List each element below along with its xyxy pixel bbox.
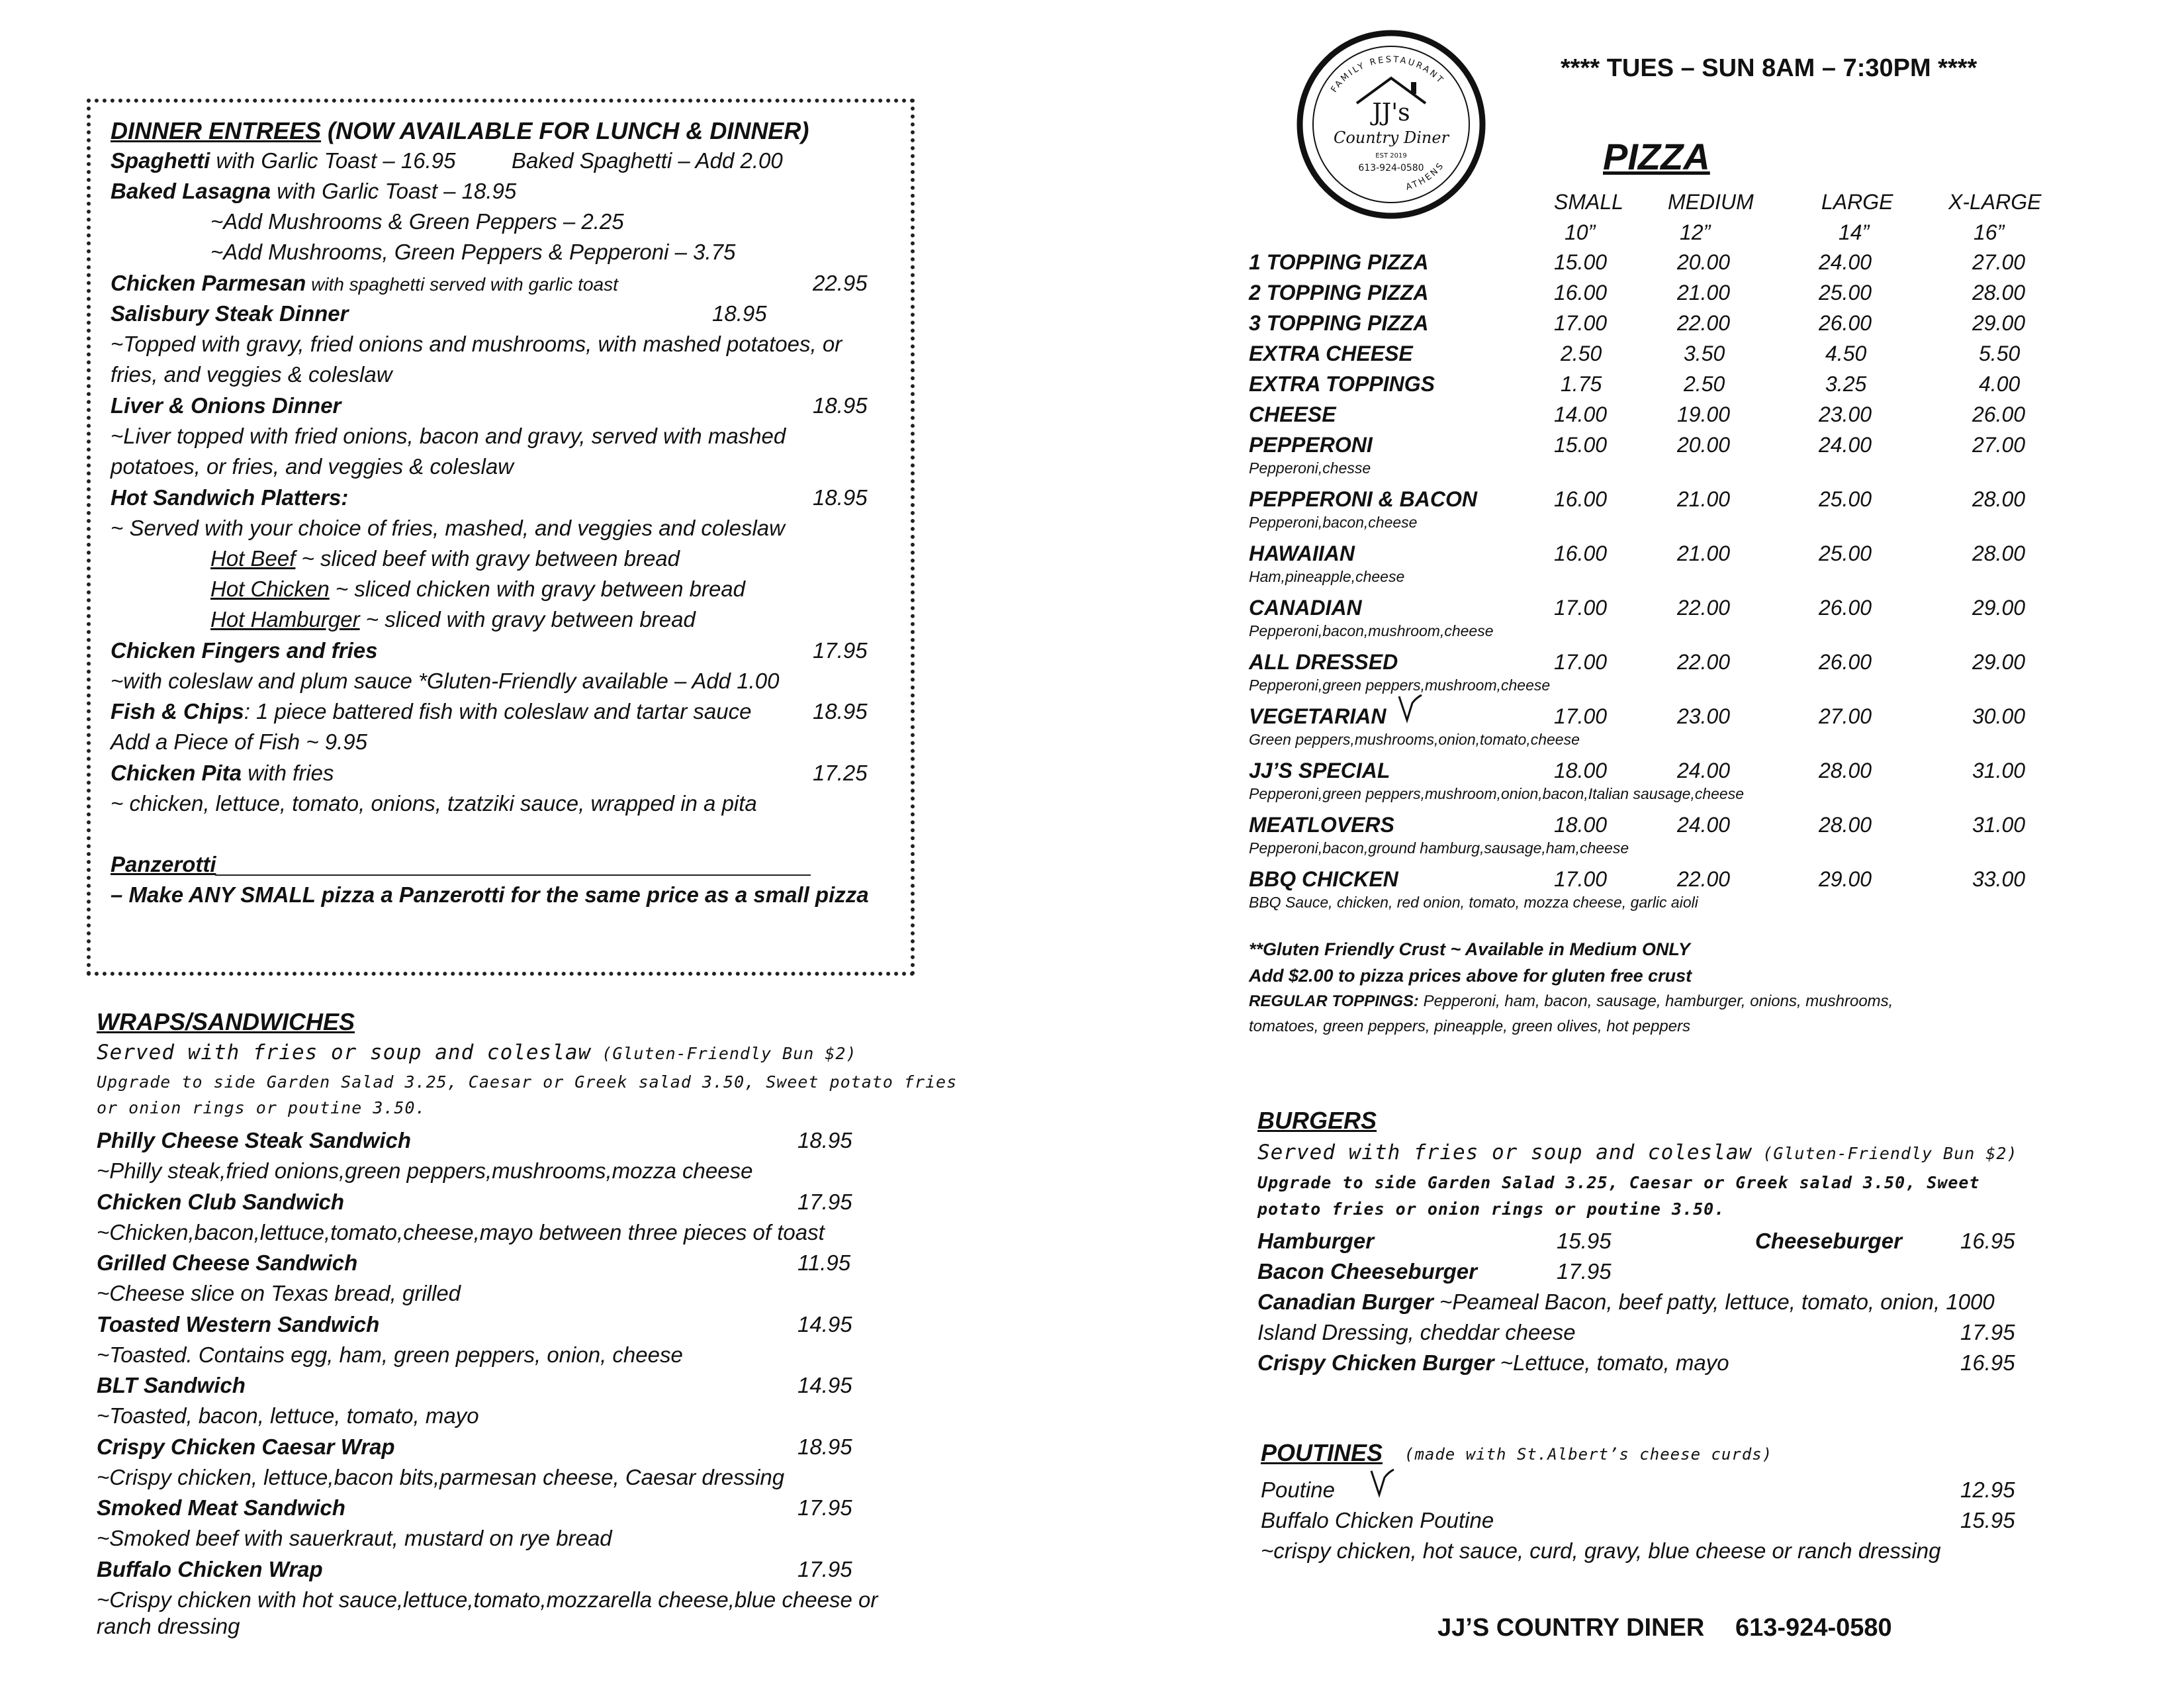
menu-item-bacon-cheeseburger: Bacon Cheeseburger <box>1257 1259 1477 1284</box>
pizza-price: 24.00 <box>1677 759 1731 782</box>
wraps-title: WRAPS/SANDWICHES <box>97 1008 355 1035</box>
menu-item-buffalo-poutine: Buffalo Chicken Poutine <box>1261 1508 1494 1532</box>
pizza-price: 26.00 <box>1819 596 1872 620</box>
gluten-note-2: Add $2.00 to pizza prices above for gluten free crust <box>1249 966 1692 986</box>
description: ~crispy chicken, hot sauce, curd, gravy, blue cheese or ranch dressing <box>1261 1538 1941 1563</box>
pizza-toppings: Pepperoni,bacon,mushroom,cheese <box>1249 622 1494 639</box>
wrap-item-name: Philly Cheese Steak Sandwich <box>97 1128 412 1152</box>
size-header-medium: MEDIUM <box>1668 190 1754 214</box>
pizza-price: 29.00 <box>1972 596 2026 620</box>
pizza-price: 4.50 <box>1825 342 1867 365</box>
description: ~ chicken, lettuce, tomato, onions, tzatziki sauce, wrapped in a pita <box>111 791 757 816</box>
pizza-price: 16.00 <box>1554 281 1608 305</box>
panzerotti-desc: – Make ANY SMALL pizza a Panzerotti for the same price as a small pizza <box>111 882 869 907</box>
vegetarian-leaf-icon <box>1369 1468 1395 1499</box>
burgers-title: BURGERS <box>1257 1107 1377 1134</box>
pizza-name: EXTRA TOPPINGS <box>1249 372 1435 396</box>
description: ~Chicken,bacon,lettuce,tomato,cheese,mayo between three pieces of toast <box>97 1219 825 1244</box>
size-header-xlarge: X-LARGE <box>1948 190 2042 214</box>
menu-item-crispy-chicken-burger: Crispy Chicken Burger ~Lettuce, tomato, mayo <box>1257 1350 1729 1375</box>
logo-phone: 613-924-0580 <box>1358 163 1424 173</box>
price: 18.95 <box>813 393 868 418</box>
wrap-item-name: Crispy Chicken Caesar Wrap <box>97 1434 395 1459</box>
menu-item-poutine: Poutine <box>1261 1477 1335 1502</box>
footer-name: JJ’S COUNTRY DINER <box>1437 1614 1705 1642</box>
price: 12.95 <box>1960 1477 2015 1502</box>
chimney-icon <box>1411 82 1416 94</box>
dinner-heading <box>111 116 809 146</box>
wrap-item-name: Chicken Club Sandwich <box>97 1189 345 1214</box>
wrap-item-name: Smoked Meat Sandwich <box>97 1495 345 1520</box>
pizza-price: 25.00 <box>1819 281 1872 305</box>
regular-toppings-2: tomatoes, green peppers, pineapple, green olives, hot peppers <box>1249 1017 1691 1035</box>
pizza-price: 15.00 <box>1554 250 1608 274</box>
pizza-price: 17.00 <box>1554 596 1608 620</box>
menu-item-salisbury: Salisbury Steak Dinner <box>111 301 349 326</box>
pizza-price: 5.50 <box>1979 342 2021 365</box>
pizza-price: 23.00 <box>1677 704 1731 728</box>
description: Island Dressing, cheddar cheese <box>1257 1320 1576 1344</box>
pizza-price: 17.00 <box>1554 650 1608 674</box>
burgers-upgrade-2: potato fries or onion rings or poutine 3.50. <box>1257 1199 1725 1219</box>
pizza-price: 18.00 <box>1554 759 1608 782</box>
price: 16.95 <box>1960 1229 2015 1253</box>
pizza-price: 25.00 <box>1819 541 1872 565</box>
pizza-price: 31.00 <box>1972 813 2026 837</box>
hours-banner: **** TUES – SUN 8AM – 7:30PM **** <box>1561 54 1978 82</box>
pizza-toppings: Pepperoni,green peppers,mushroom,onion,bacon,Italian sausage,cheese <box>1249 785 1745 802</box>
pizza-price: 21.00 <box>1677 487 1731 511</box>
price: 17.95 <box>797 1189 852 1214</box>
pizza-price: 24.00 <box>1819 250 1872 274</box>
pizza-name: BBQ CHICKEN <box>1249 867 1398 891</box>
menu-item-hot-sandwich: Hot Sandwich Platters: <box>111 485 349 510</box>
pizza-price: 29.00 <box>1972 650 2026 674</box>
restaurant-logo <box>1296 29 1486 220</box>
pizza-toppings: Pepperoni,bacon,cheese <box>1249 514 1418 531</box>
pizza-toppings: BBQ Sauce, chicken, red onion, tomato, mozza cheese, garlic aioli <box>1249 894 1698 911</box>
price: 18.95 <box>797 1434 852 1459</box>
pizza-title: PIZZA <box>1603 136 1710 177</box>
size-header-large: LARGE <box>1821 190 1893 214</box>
price: 11.95 <box>797 1250 851 1275</box>
description: potatoes, or fries, and veggies & coleslaw <box>111 454 514 479</box>
price: 17.95 <box>1557 1259 1612 1284</box>
description: ~Smoked beef with sauerkraut, mustard on rye bread <box>97 1526 612 1550</box>
menu-item-canadian-burger: Canadian Burger ~Peameal Bacon, beef patty, lettuce, tomato, onion, 1000 <box>1257 1289 1995 1314</box>
pizza-toppings: Ham,pineapple,cheese <box>1249 568 1405 585</box>
pizza-price: 20.00 <box>1677 250 1731 274</box>
pizza-price: 22.00 <box>1677 650 1731 674</box>
pizza-price: 27.00 <box>1819 704 1872 728</box>
size-inch-medium: 12” <box>1680 220 1711 244</box>
price: 15.95 <box>1557 1229 1612 1253</box>
description: ~Toasted, bacon, lettuce, tomato, mayo <box>97 1403 479 1428</box>
price: 17.95 <box>813 638 868 663</box>
pizza-price: 21.00 <box>1677 281 1731 305</box>
description: ~ Served with your choice of fries, mashed, and veggies and coleslaw <box>111 516 785 540</box>
pizza-price: 17.00 <box>1554 867 1608 891</box>
pizza-price: 28.00 <box>1972 487 2026 511</box>
pizza-price: 29.00 <box>1819 867 1872 891</box>
pizza-price: 16.00 <box>1554 487 1608 511</box>
description: ~Crispy chicken with hot sauce,lettuce,tomato,mozzarella cheese,blue cheese or <box>97 1587 878 1612</box>
pizza-price: 33.00 <box>1972 867 2026 891</box>
price: 22.95 <box>813 271 868 295</box>
price: 18.95 <box>813 485 868 510</box>
description: ~with coleslaw and plum sauce *Gluten-Friendly available – Add 1.00 <box>111 669 780 693</box>
poutines-note: (made with St.Albert’s cheese curds) <box>1404 1445 1773 1464</box>
price: 16.95 <box>1960 1350 2015 1375</box>
price: 17.25 <box>813 761 868 785</box>
pizza-price: 3.50 <box>1684 342 1725 365</box>
lasagna-addon-2: ~Add Mushrooms, Green Peppers & Pepperoni – 3.75 <box>210 240 736 264</box>
dinner-title: DINNER ENTREES <box>111 117 322 144</box>
logo-arc-top: FAMILY RESTAURANT <box>1329 54 1446 95</box>
wraps-upgrade-2: or onion rings or poutine 3.50. <box>97 1098 426 1117</box>
pizza-price: 16.00 <box>1554 541 1608 565</box>
pizza-price: 4.00 <box>1979 372 2021 396</box>
price: 18.95 <box>797 1128 852 1152</box>
pizza-name: PEPPERONI <box>1249 433 1373 457</box>
pizza-name: VEGETARIAN <box>1249 704 1387 728</box>
pizza-price: 27.00 <box>1972 250 2026 274</box>
pizza-price: 28.00 <box>1819 759 1872 782</box>
pizza-name: EXTRA CHEESE <box>1249 342 1413 365</box>
pizza-price: 3.25 <box>1825 372 1867 396</box>
pizza-price: 26.00 <box>1972 402 2026 426</box>
price: 18.95 <box>712 301 767 326</box>
wrap-item-name: Grilled Cheese Sandwich <box>97 1250 358 1275</box>
vegetarian-leaf-icon <box>1396 694 1423 724</box>
pizza-price: 20.00 <box>1677 433 1731 457</box>
logo-name: JJ's <box>1372 99 1410 126</box>
gluten-note-1: **Gluten Friendly Crust ~ Available in Medium ONLY <box>1249 939 1690 959</box>
size-inch-xlarge: 16” <box>1974 220 2005 244</box>
menu-item-chicken-fingers: Chicken Fingers and fries <box>111 638 378 663</box>
pizza-price: 14.00 <box>1554 402 1608 426</box>
pizza-price: 15.00 <box>1554 433 1608 457</box>
pizza-toppings: Green peppers,mushrooms,onion,tomato,cheese <box>1249 731 1580 748</box>
dinner-subtitle: (NOW AVAILABLE FOR LUNCH & DINNER) <box>321 117 809 144</box>
menu-item-cheeseburger: Cheeseburger <box>1755 1229 1902 1253</box>
pizza-toppings: Pepperoni,bacon,ground hamburg,sausage,ham,cheese <box>1249 839 1629 857</box>
wrap-item-name: Toasted Western Sandwich <box>97 1311 380 1336</box>
pizza-name: HAWAIIAN <box>1249 541 1355 565</box>
menu-item-fish-chips: Fish & Chips: 1 piece battered fish with coleslaw and tartar sauce <box>111 699 752 724</box>
size-header-small: SMALL <box>1554 190 1623 214</box>
size-inch-large: 14” <box>1839 220 1870 244</box>
description: ~Topped with gravy, fried onions and mushrooms, with mashed potatoes, or <box>111 332 842 356</box>
wraps-upgrade-1: Upgrade to side Garden Salad 3.25, Caesar or Greek salad 3.50, Sweet potato fries <box>97 1072 958 1092</box>
pizza-price: 18.00 <box>1554 813 1608 837</box>
price: 17.95 <box>797 1495 852 1520</box>
pizza-price: 17.00 <box>1554 704 1608 728</box>
menu-item-panzerotti: Panzerotti <box>111 852 216 876</box>
regular-toppings: REGULAR TOPPINGS: Pepperoni, ham, bacon, sausage, hamburger, onions, mushrooms, <box>1249 992 1893 1010</box>
pizza-price: 22.00 <box>1677 867 1731 891</box>
price: 14.95 <box>797 1311 852 1336</box>
pizza-name: PEPPERONI & BACON <box>1249 487 1477 511</box>
pizza-price: 2.50 <box>1684 372 1725 396</box>
baked-spaghetti-addon: Baked Spaghetti – Add 2.00 <box>512 148 783 173</box>
pizza-price: 28.00 <box>1972 541 2026 565</box>
logo-est: EST 2019 <box>1375 152 1407 160</box>
description: ~Crispy chicken, lettuce,bacon bits,parmesan cheese, Caesar dressing <box>97 1464 785 1489</box>
pizza-name: JJ’S SPECIAL <box>1249 759 1390 782</box>
pizza-price: 28.00 <box>1819 813 1872 837</box>
logo-script: Country Diner <box>1333 128 1449 147</box>
pizza-toppings: Pepperoni,green peppers,mushroom,cheese <box>1249 677 1551 694</box>
wrap-item-name: BLT Sandwich <box>97 1373 246 1397</box>
pizza-toppings: Pepperoni,chesse <box>1249 459 1371 477</box>
description: Add a Piece of Fish ~ 9.95 <box>111 729 367 754</box>
hot-beef: Hot Beef ~ sliced beef with gravy between bread <box>210 546 680 571</box>
wrap-item-name: Buffalo Chicken Wrap <box>97 1556 323 1581</box>
pizza-price: 26.00 <box>1819 650 1872 674</box>
pizza-price: 23.00 <box>1819 402 1872 426</box>
burgers-served: Served with fries or soup and coleslaw (Gluten-Friendly Bun $2) <box>1257 1141 2018 1164</box>
pizza-price: 17.00 <box>1554 311 1608 335</box>
pizza-price: 27.00 <box>1972 433 2026 457</box>
price: 17.95 <box>1960 1320 2015 1344</box>
description: ~Liver topped with fried onions, bacon and gravy, served with mashed <box>111 424 786 448</box>
description: fries, and veggies & coleslaw <box>111 362 392 387</box>
pizza-price: 24.00 <box>1819 433 1872 457</box>
pizza-price: 30.00 <box>1972 704 2026 728</box>
pizza-price: 31.00 <box>1972 759 2026 782</box>
logo-arc-bottom: ATHENS <box>1404 160 1447 193</box>
pizza-price: 26.00 <box>1819 311 1872 335</box>
wraps-served: Served with fries or soup and coleslaw (Gluten-Friendly Bun $2) <box>97 1041 857 1064</box>
footer-phone: 613-924-0580 <box>1735 1614 1892 1642</box>
pizza-price: 29.00 <box>1972 311 2026 335</box>
pizza-name: CHEESE <box>1249 402 1336 426</box>
price: 18.95 <box>813 699 868 724</box>
size-inch-small: 10” <box>1565 220 1596 244</box>
pizza-price: 25.00 <box>1819 487 1872 511</box>
pizza-name: 1 TOPPING PIZZA <box>1249 250 1429 274</box>
pizza-price: 28.00 <box>1972 281 2026 305</box>
panzerotti-rule <box>215 874 811 876</box>
pizza-price: 24.00 <box>1677 813 1731 837</box>
description: ~Cheese slice on Texas bread, grilled <box>97 1281 461 1305</box>
pizza-name: CANADIAN <box>1249 596 1362 620</box>
price: 14.95 <box>797 1373 852 1397</box>
pizza-price: 19.00 <box>1677 402 1731 426</box>
menu-item-hamburger: Hamburger <box>1257 1229 1375 1253</box>
pizza-price: 1.75 <box>1561 372 1602 396</box>
price: 15.95 <box>1960 1508 2015 1532</box>
pizza-name: ALL DRESSED <box>1249 650 1398 674</box>
menu-item-chicken-parmesan: Chicken Parmesan with spaghetti served with garlic toast <box>111 271 618 295</box>
burgers-upgrade-1: Upgrade to side Garden Salad 3.25, Caesar or Greek salad 3.50, Sweet <box>1257 1173 1980 1192</box>
menu-item-chicken-pita: Chicken Pita with fries <box>111 761 334 785</box>
pizza-name: 3 TOPPING PIZZA <box>1249 311 1429 335</box>
menu-item-liver: Liver & Onions Dinner <box>111 393 341 418</box>
hot-hamburger: Hot Hamburger ~ sliced with gravy between bread <box>210 607 696 632</box>
pizza-price: 21.00 <box>1677 541 1731 565</box>
pizza-price: 2.50 <box>1561 342 1602 365</box>
logo-seal <box>1296 29 1486 220</box>
description: ~Toasted. Contains egg, ham, green peppers, onion, cheese <box>97 1342 683 1367</box>
pizza-price: 22.00 <box>1677 596 1731 620</box>
wraps-last-desc: ranch dressing <box>97 1614 240 1638</box>
pizza-name: MEATLOVERS <box>1249 813 1394 837</box>
menu-item-spaghetti: Spaghetti with Garlic Toast – 16.95 <box>111 148 456 173</box>
menu-item-lasagna: Baked Lasagna with Garlic Toast – 18.95 <box>111 179 517 203</box>
pizza-price: 22.00 <box>1677 311 1731 335</box>
price: 17.95 <box>797 1556 852 1581</box>
hot-chicken: Hot Chicken ~ sliced chicken with gravy between bread <box>210 577 746 601</box>
lasagna-addon-1: ~Add Mushrooms & Green Peppers – 2.25 <box>210 209 624 234</box>
pizza-name: 2 TOPPING PIZZA <box>1249 281 1429 305</box>
poutines-title: POUTINES <box>1261 1439 1383 1466</box>
description: ~Philly steak,fried onions,green peppers,mushrooms,mozza cheese <box>97 1158 753 1183</box>
